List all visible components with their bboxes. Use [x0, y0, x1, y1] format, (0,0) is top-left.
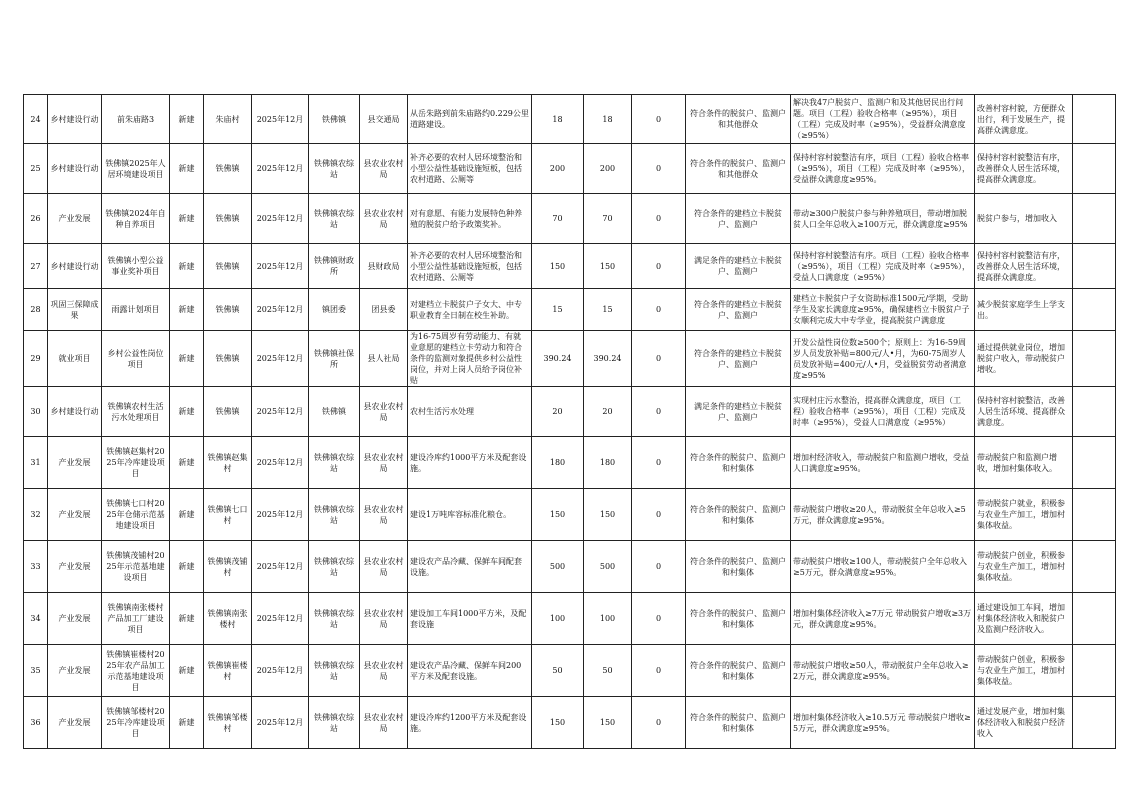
- remarks-cell: [1073, 95, 1116, 144]
- implementing-unit-cell: 铁佛镇: [309, 95, 360, 144]
- fiscal-fund-cell: 50: [584, 645, 632, 697]
- other-fund-cell: 0: [632, 437, 686, 489]
- total-investment-cell: 180: [532, 437, 584, 489]
- project-category-cell: 产业发展: [48, 437, 102, 489]
- construction-type-cell: 新建: [170, 95, 204, 144]
- construction-content-cell: 对建档立卡脱贫户子女大、中专职业教育全日制在校生补助。: [408, 289, 532, 331]
- project-location-cell: 铁佛镇赵集村: [204, 437, 252, 489]
- benefit-mechanism-cell: 通过提供就业岗位，增加脱贫户收入，带动脱贫户增收。: [975, 331, 1073, 387]
- beneficiary-target-cell: 符合条件的脱贫户、监测户和村集体: [686, 593, 791, 645]
- fiscal-fund-cell: 18: [584, 95, 632, 144]
- project-name-cell: 铁佛镇邹楼村2025年冷库建设项目: [102, 697, 170, 749]
- construction-content-cell: 建设冷库约1000平方米及配套设施。: [408, 437, 532, 489]
- remarks-cell: [1073, 244, 1116, 289]
- construction-content-cell: 从岳朱路到前朱庙路约0.229公里道路建设。: [408, 95, 532, 144]
- benefit-mechanism-cell: 减少脱贫家庭学生上学支出。: [975, 289, 1073, 331]
- project-category-cell: 乡村建设行动: [48, 95, 102, 144]
- benefit-mechanism-cell: 保持村容村貌整洁，改善人居生活环境、提高群众满意度。: [975, 387, 1073, 437]
- project-category-cell: 巩固三保障成果: [48, 289, 102, 331]
- total-investment-cell: 18: [532, 95, 584, 144]
- beneficiary-target-cell: 满足条件的建档立卡脱贫户、监测户: [686, 244, 791, 289]
- performance-target-cell: 保持村容村貌整洁有序，项目（工程）验收合格率（≥95%），项目（工程）完成及时率（≥95%），受益群众满意度≥95%。: [791, 144, 975, 194]
- other-fund-cell: 0: [632, 144, 686, 194]
- total-investment-cell: 100: [532, 593, 584, 645]
- row-number-cell: 34: [24, 593, 48, 645]
- project-name-cell: 铁佛镇2024年自种自养项目: [102, 194, 170, 244]
- beneficiary-target-cell: 符合条件的脱贫户、监测户和村集体: [686, 645, 791, 697]
- project-category-cell: 产业发展: [48, 593, 102, 645]
- other-fund-cell: 0: [632, 289, 686, 331]
- project-name-cell: 雨露计划项目: [102, 289, 170, 331]
- implementing-unit-cell: 铁佛镇农综站: [309, 194, 360, 244]
- benefit-mechanism-cell: 带动脱贫户就业，积极参与农业生产加工，增加村集体收益。: [975, 489, 1073, 541]
- beneficiary-target-cell: 符合条件的建档立卡脱贫户、监测户: [686, 331, 791, 387]
- other-fund-cell: 0: [632, 194, 686, 244]
- project-name-cell: 前朱庙路3: [102, 95, 170, 144]
- completion-deadline-cell: 2025年12月: [252, 387, 309, 437]
- other-fund-cell: 0: [632, 541, 686, 593]
- remarks-cell: [1073, 645, 1116, 697]
- implementing-unit-cell: 铁佛镇农综站: [309, 541, 360, 593]
- beneficiary-target-cell: 符合条件的脱贫户、监测户和村集体: [686, 489, 791, 541]
- completion-deadline-cell: 2025年12月: [252, 697, 309, 749]
- project-location-cell: 铁佛镇: [204, 289, 252, 331]
- beneficiary-target-cell: 符合条件的脱贫户、监测户和村集体: [686, 437, 791, 489]
- row-number-cell: 27: [24, 244, 48, 289]
- beneficiary-target-cell: 符合条件的脱贫户、监测户和村集体: [686, 541, 791, 593]
- project-category-cell: 产业发展: [48, 194, 102, 244]
- benefit-mechanism-cell: 保持村容村貌整洁有序，改善群众人居生活环境，提高群众满意度。: [975, 144, 1073, 194]
- benefit-mechanism-cell: 带动脱贫户创业，积极参与农业生产加工，增加村集体收益。: [975, 541, 1073, 593]
- implementing-unit-cell: 铁佛镇农综站: [309, 593, 360, 645]
- remarks-cell: [1073, 593, 1116, 645]
- construction-type-cell: 新建: [170, 244, 204, 289]
- implementing-unit-cell: 铁佛镇财政所: [309, 244, 360, 289]
- implementing-unit-cell: 铁佛镇农综站: [309, 489, 360, 541]
- performance-target-cell: 开发公益性岗位数≥500个；原则上：为16-59周岁人员发放补贴=800元/人•月，为60-75周岁人员发放补贴=400元/人•月，受益脱贫劳动者满意度≥95%: [791, 331, 975, 387]
- remarks-cell: [1073, 289, 1116, 331]
- project-location-cell: 铁佛镇: [204, 244, 252, 289]
- construction-content-cell: 补齐必要的农村人居环境整治和小型公益性基础设施短板，包括农村道路、公厕等: [408, 144, 532, 194]
- construction-content-cell: 为16-75周岁有劳动能力、有就业意愿的建档立卡劳动力和符合条件的监测对象提供乡村公益性岗位，并对上岗人员给予岗位补贴: [408, 331, 532, 387]
- row-number-cell: 30: [24, 387, 48, 437]
- project-category-cell: 乡村建设行动: [48, 244, 102, 289]
- project-location-cell: 铁佛镇茂铺村: [204, 541, 252, 593]
- construction-type-cell: 新建: [170, 593, 204, 645]
- row-number-cell: 35: [24, 645, 48, 697]
- project-location-cell: 铁佛镇七口村: [204, 489, 252, 541]
- construction-type-cell: 新建: [170, 144, 204, 194]
- other-fund-cell: 0: [632, 387, 686, 437]
- row-number-cell: 32: [24, 489, 48, 541]
- project-name-cell: 乡村公益性岗位项目: [102, 331, 170, 387]
- completion-deadline-cell: 2025年12月: [252, 645, 309, 697]
- benefit-mechanism-cell: 通过发展产业，增加村集体经济收入和脱贫户经济收入: [975, 697, 1073, 749]
- implementing-unit-cell: 铁佛镇农综站: [309, 645, 360, 697]
- total-investment-cell: 500: [532, 541, 584, 593]
- beneficiary-target-cell: 符合条件的脱贫户、监测户和其他群众: [686, 144, 791, 194]
- performance-target-cell: 保持村容村貌整洁有序。项目（工程）验收合格率（≥95%），项目（工程）完成及时率（≥95%），受益人口满意度（≥95%）: [791, 244, 975, 289]
- performance-target-cell: 带动脱贫户增收≥100人，带动脱贫户全年总收入≥5万元，群众满意度≥95%。: [791, 541, 975, 593]
- row-number-cell: 25: [24, 144, 48, 194]
- fiscal-fund-cell: 500: [584, 541, 632, 593]
- supervising-department-cell: 县农业农村局: [360, 437, 408, 489]
- construction-type-cell: 新建: [170, 645, 204, 697]
- completion-deadline-cell: 2025年12月: [252, 194, 309, 244]
- construction-content-cell: 建设冷库约1200平方米及配套设施。: [408, 697, 532, 749]
- implementing-unit-cell: 铁佛镇农综站: [309, 697, 360, 749]
- project-location-cell: 铁佛镇: [204, 144, 252, 194]
- total-investment-cell: 390.24: [532, 331, 584, 387]
- fiscal-fund-cell: 150: [584, 244, 632, 289]
- fiscal-fund-cell: 20: [584, 387, 632, 437]
- table-row: [24, 144, 1116, 194]
- construction-type-cell: 新建: [170, 489, 204, 541]
- project-location-cell: 铁佛镇南张楼村: [204, 593, 252, 645]
- project-name-cell: 铁佛镇小型公益事业奖补项目: [102, 244, 170, 289]
- project-table: [23, 94, 1116, 749]
- performance-target-cell: 带动脱贫户增收≥50人，带动脱贫户全年总收入≥2万元，群众满意度≥95%。: [791, 645, 975, 697]
- completion-deadline-cell: 2025年12月: [252, 244, 309, 289]
- remarks-cell: [1073, 489, 1116, 541]
- project-category-cell: 就业项目: [48, 331, 102, 387]
- completion-deadline-cell: 2025年12月: [252, 593, 309, 645]
- supervising-department-cell: 县财政局: [360, 244, 408, 289]
- row-number-cell: 26: [24, 194, 48, 244]
- table-row: [24, 244, 1116, 289]
- construction-type-cell: 新建: [170, 697, 204, 749]
- construction-type-cell: 新建: [170, 289, 204, 331]
- fiscal-fund-cell: 150: [584, 697, 632, 749]
- fiscal-fund-cell: 390.24: [584, 331, 632, 387]
- total-investment-cell: 150: [532, 697, 584, 749]
- fiscal-fund-cell: 150: [584, 489, 632, 541]
- construction-content-cell: 建设加工车间1000平方米，及配套设施: [408, 593, 532, 645]
- project-category-cell: 产业发展: [48, 645, 102, 697]
- remarks-cell: [1073, 541, 1116, 593]
- benefit-mechanism-cell: 通过建设加工车间，增加村集体经济收入和脱贫户及监测户经济收入。: [975, 593, 1073, 645]
- project-location-cell: 铁佛镇: [204, 331, 252, 387]
- fiscal-fund-cell: 100: [584, 593, 632, 645]
- table-row: [24, 541, 1116, 593]
- completion-deadline-cell: 2025年12月: [252, 144, 309, 194]
- total-investment-cell: 15: [532, 289, 584, 331]
- performance-target-cell: 增加村集体经济收入≥7万元 带动脱贫户增收≥3万元，群众满意度≥95%。: [791, 593, 975, 645]
- completion-deadline-cell: 2025年12月: [252, 541, 309, 593]
- benefit-mechanism-cell: 脱贫户参与，增加收入: [975, 194, 1073, 244]
- implementing-unit-cell: 镇团委: [309, 289, 360, 331]
- table-row: [24, 194, 1116, 244]
- project-location-cell: 铁佛镇邹楼村: [204, 697, 252, 749]
- total-investment-cell: 200: [532, 144, 584, 194]
- row-number-cell: 29: [24, 331, 48, 387]
- project-category-cell: 产业发展: [48, 489, 102, 541]
- total-investment-cell: 150: [532, 489, 584, 541]
- project-location-cell: 铁佛镇: [204, 194, 252, 244]
- beneficiary-target-cell: 满足条件的建档立卡脱贫户、监测户: [686, 387, 791, 437]
- performance-target-cell: 建档立卡脱贫户子女资助标准1500元/学期，受助学生及家长满意度≥95%，确保建档立卡脱贫户子女顺利完成大中专学业，提高脱贫户满意度: [791, 289, 975, 331]
- implementing-unit-cell: 铁佛镇: [309, 387, 360, 437]
- supervising-department-cell: 县农业农村局: [360, 593, 408, 645]
- beneficiary-target-cell: 符合条件的脱贫户、监测户和其他群众: [686, 95, 791, 144]
- construction-type-cell: 新建: [170, 387, 204, 437]
- total-investment-cell: 20: [532, 387, 584, 437]
- benefit-mechanism-cell: 带动脱贫户和监测户增收，增加村集体收入。: [975, 437, 1073, 489]
- table-row: [24, 593, 1116, 645]
- project-name-cell: 铁佛镇茂铺村2025年示范基地建设项目: [102, 541, 170, 593]
- implementing-unit-cell: 铁佛镇社保所: [309, 331, 360, 387]
- performance-target-cell: 带动脱贫户增收≥20人，带动脱贫全年总收入≥5万元，群众满意度≥95%。: [791, 489, 975, 541]
- table-row: [24, 95, 1116, 144]
- benefit-mechanism-cell: 改善村容村貌，方便群众出行，利于发展生产，提高群众满意度。: [975, 95, 1073, 144]
- construction-content-cell: 对有意愿、有能力发展特色种养殖的脱贫户给予政策奖补。: [408, 194, 532, 244]
- implementing-unit-cell: 铁佛镇农综站: [309, 144, 360, 194]
- table-row: [24, 645, 1116, 697]
- construction-type-cell: 新建: [170, 437, 204, 489]
- project-category-cell: 产业发展: [48, 697, 102, 749]
- supervising-department-cell: 县交通局: [360, 95, 408, 144]
- table-row: [24, 331, 1116, 387]
- supervising-department-cell: 县农业农村局: [360, 144, 408, 194]
- total-investment-cell: 70: [532, 194, 584, 244]
- row-number-cell: 24: [24, 95, 48, 144]
- beneficiary-target-cell: 符合条件的建档立卡脱贫户、监测户: [686, 289, 791, 331]
- benefit-mechanism-cell: 带动脱贫户创业，积极参与农业生产加工，增加村集体收益。: [975, 645, 1073, 697]
- construction-content-cell: 建设农产品冷藏、保鲜车间200平方米及配套设施。: [408, 645, 532, 697]
- total-investment-cell: 150: [532, 244, 584, 289]
- project-name-cell: 铁佛镇赵集村2025年冷库建设项目: [102, 437, 170, 489]
- other-fund-cell: 0: [632, 593, 686, 645]
- supervising-department-cell: 县农业农村局: [360, 645, 408, 697]
- construction-content-cell: 建设农产品冷藏、保鲜车间配套设施。: [408, 541, 532, 593]
- performance-target-cell: 增加村集体经济收入≥10.5万元 带动脱贫户增收≥5万元，群众满意度≥95%。: [791, 697, 975, 749]
- remarks-cell: [1073, 437, 1116, 489]
- project-category-cell: 产业发展: [48, 541, 102, 593]
- table-row: [24, 437, 1116, 489]
- completion-deadline-cell: 2025年12月: [252, 289, 309, 331]
- row-number-cell: 31: [24, 437, 48, 489]
- completion-deadline-cell: 2025年12月: [252, 437, 309, 489]
- construction-content-cell: 农村生活污水处理: [408, 387, 532, 437]
- project-name-cell: 铁佛镇崔楼村2025年农产品加工示范基地建设项目: [102, 645, 170, 697]
- row-number-cell: 28: [24, 289, 48, 331]
- remarks-cell: [1073, 331, 1116, 387]
- other-fund-cell: 0: [632, 331, 686, 387]
- benefit-mechanism-cell: 保持村容村貌整洁有序，改善群众人居生活环境，提高群众满意度。: [975, 244, 1073, 289]
- beneficiary-target-cell: 符合条件的建档立卡脱贫户、监测户: [686, 194, 791, 244]
- remarks-cell: [1073, 697, 1116, 749]
- performance-target-cell: 解决我47户脱贫户、监测户和及其他居民出行问题。项目（工程）验收合格率（≥95%），项目（工程）完成及时率（≥95%），受益群众满意度（≥95%）: [791, 95, 975, 144]
- row-number-cell: 33: [24, 541, 48, 593]
- fiscal-fund-cell: 70: [584, 194, 632, 244]
- completion-deadline-cell: 2025年12月: [252, 95, 309, 144]
- supervising-department-cell: 县农业农村局: [360, 194, 408, 244]
- project-name-cell: 铁佛镇七口村2025年仓储示范基地建设项目: [102, 489, 170, 541]
- table-row: [24, 387, 1116, 437]
- project-name-cell: 铁佛镇南张楼村产品加工厂建设项目: [102, 593, 170, 645]
- performance-target-cell: 实现村庄污水整治，提高群众满意度，项目（工程）验收合格率（≥95%），项目（工程）完成及时率（≥95%），受益人口满意度（≥95%）: [791, 387, 975, 437]
- other-fund-cell: 0: [632, 697, 686, 749]
- supervising-department-cell: 县农业农村局: [360, 697, 408, 749]
- supervising-department-cell: 县人社局: [360, 331, 408, 387]
- table-row: [24, 697, 1116, 749]
- supervising-department-cell: 县农业农村局: [360, 489, 408, 541]
- fiscal-fund-cell: 15: [584, 289, 632, 331]
- project-location-cell: 铁佛镇: [204, 387, 252, 437]
- remarks-cell: [1073, 194, 1116, 244]
- table-row: [24, 489, 1116, 541]
- total-investment-cell: 50: [532, 645, 584, 697]
- other-fund-cell: 0: [632, 645, 686, 697]
- construction-type-cell: 新建: [170, 331, 204, 387]
- performance-target-cell: 增加村经济收入，带动脱贫户和监测户增收，受益人口满意度≥95%。: [791, 437, 975, 489]
- row-number-cell: 36: [24, 697, 48, 749]
- construction-type-cell: 新建: [170, 194, 204, 244]
- construction-content-cell: 补齐必要的农村人居环境整治和小型公益性基础设施短板，包括农村道路、公厕等: [408, 244, 532, 289]
- other-fund-cell: 0: [632, 489, 686, 541]
- fiscal-fund-cell: 200: [584, 144, 632, 194]
- other-fund-cell: 0: [632, 95, 686, 144]
- performance-target-cell: 带动≥300户脱贫户参与种养殖项目，带动增加脱贫人口全年总收入≥100万元，群众满意度≥95%: [791, 194, 975, 244]
- other-fund-cell: 0: [632, 244, 686, 289]
- construction-type-cell: 新建: [170, 541, 204, 593]
- fiscal-fund-cell: 180: [584, 437, 632, 489]
- table-row: [24, 289, 1116, 331]
- implementing-unit-cell: 铁佛镇农综站: [309, 437, 360, 489]
- project-category-cell: 乡村建设行动: [48, 144, 102, 194]
- supervising-department-cell: 县农业农村局: [360, 541, 408, 593]
- completion-deadline-cell: 2025年12月: [252, 489, 309, 541]
- project-name-cell: 铁佛镇农村生活污水处理项目: [102, 387, 170, 437]
- supervising-department-cell: 团县委: [360, 289, 408, 331]
- project-location-cell: 朱庙村: [204, 95, 252, 144]
- project-name-cell: 铁佛镇2025年人居环境建设项目: [102, 144, 170, 194]
- construction-content-cell: 建设1万吨库容标准化粮仓。: [408, 489, 532, 541]
- remarks-cell: [1073, 387, 1116, 437]
- beneficiary-target-cell: 符合条件的脱贫户、监测户和村集体: [686, 697, 791, 749]
- completion-deadline-cell: 2025年12月: [252, 331, 309, 387]
- supervising-department-cell: 县农业农村局: [360, 387, 408, 437]
- project-category-cell: 乡村建设行动: [48, 387, 102, 437]
- project-location-cell: 铁佛镇崔楼村: [204, 645, 252, 697]
- remarks-cell: [1073, 144, 1116, 194]
